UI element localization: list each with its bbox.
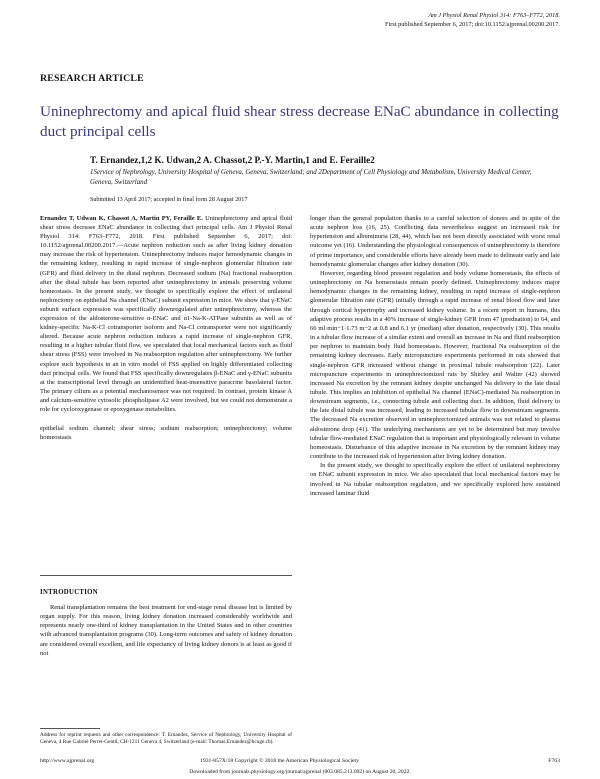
- abstract-divider: [40, 575, 292, 576]
- abstract: [40, 214, 292, 442]
- affiliations: 1Service of Nephrology, University Hospital of Geneva, Geneva, Switzerland; and 2Department of Cell Physiology and Metabolism, University Medical Center, Geneva, Switzerland: [90, 169, 532, 186]
- page-number: F763: [548, 758, 560, 764]
- submission-dates: Submitted 13 April 2017; accepted in final form 28 August 2017: [90, 197, 248, 203]
- right-column-paragraph-3: In the present study, we thought to specifically explore the effect of unilateral nephrectomy on ENaC subunit expression in mice. We also speculated that local mechanical factors may be involved in Na tubular reabsorption regulation, and we specifically explored how sustained increased laminar fluid: [310, 462, 560, 497]
- introduction-paragraph: Renal transplantation remains the best treatment for end-stage renal disease but is limited by organ supply. For this reason, living kidney donation increased considerably worldwide and represents nearly one-third of kidney transplantation in the United States and in other countries with advanced transplantation programs (30). Long-term outcomes and safety of kidney donation are considered overall excellent, and life expectancy of living kidney donors is at least as good if not: [40, 604, 292, 657]
- journal-url-link[interactable]: http://www.ajprenal.org: [40, 758, 95, 764]
- journal-citation-line: Am J Physiol Renal Physiol 314: F763–F772, 2018.: [428, 12, 560, 19]
- keywords: epithelial sodium channel; shear stress; sodium reabsorption; uninephrectomy; volume homeostasis: [40, 425, 292, 442]
- right-column: [310, 214, 560, 498]
- abstract-citation-authors: Ernandez T, Udwan K, Chassot A, Martin PY, Feraille E.: [40, 215, 203, 222]
- right-column-paragraph-2: However, regarding blood pressure regulation and body volume homeostasis, the effects of uninephrectomy on Na homeostasis remain poorly defined. Uninephrectomy induces major hemodynamic changes in the remaining kidney, resulting in rapid increase of single-nephron glomerular filtration rate (GFR) initially through a rapid increase of renal blood flow and later through cortical hypertrophy and increased kidney volume. In a recent report in humans, this adaptive process results in a 40% increase of single-kidney GFR from 47 (prednation) to 64, and 66 ml·min−1·1.73 m−2 at 0.8 and 6.1 yr (median) after donation, respectively (30). This results in a tubular flow increase of a similar extent and overall an increase in Na and fluid reabsorption per nephron to maintain body fluid homeostasis. However, fractional Na reabsorption of the remaining kidney decreases. Early micropuncture experiments performed in rats showed that single-nephron GFR increased without change in proximal tubule reabsorption (22). Later micropuncture experiments in uninephrectomized rats by Shirley and Walter (42) showed increased Na excretion by the remnant kidney despite unchanged Na delivery to the late distal tubule. This implies an inhibition of epithelial Na channel (ENaC)-mediated Na reabsorption in downstream segments, i.e., connecting tubule and collecting duct. In addition, fluid delivery to the late distal tubule was increased, leading to increased tubular flow in downstream segments. The decreased Na excretion observed in uninephrectomized animals was not related to plasma aldosterone drop (41). The underlying mechanisms are yet to be determined but may involve tubular flow-mediated ENaC regulation that is important and physiologically relevant in volume homeostasis. Disturbance of this adaptive increase in Na excretion by the remnant kidney may contribute to the increased risk of hypertension after living kidney donation.: [310, 269, 560, 461]
- correspondence-footnote: Address for reprint requests and other correspondence: T. Ernandez, Service of Nephrology, University Hospital of Geneva, 4 Rue Gabriel Perret-Gentil, CH-1211 Geneva 4, Switzerland (e-mail: Thomas.Ernandez@hcuge.ch).: [40, 732, 292, 746]
- article-title: Uninephrectomy and apical fluid shear stress decrease ENaC abundance in collecting duct principal cells: [40, 103, 559, 140]
- abstract-paragraph: [40, 214, 292, 414]
- published-doi-line: First published September 6, 2017; doi:10.1152/ajprenal.00200.2017.: [384, 20, 560, 28]
- introduction-heading: INTRODUCTION: [40, 589, 98, 596]
- copyright-line: 1931-857X/18 Copyright © 2018 the American Physiological Society: [200, 758, 359, 764]
- download-notice: Downloaded from journals.physiology.org/journal/ajprenal (003.085.213.092) on August 20, 2022.: [189, 769, 411, 775]
- section-label: RESEARCH ARTICLE: [40, 73, 144, 84]
- right-column-paragraph-1: longer than the general population thanks to a careful selection of donors and in spite of the acute nephron loss (16, 25). Conflicting data nevertheless suggest an increased risk for hypertension and albuminuria (28, 44), which has not been directly associated with worst renal outcome yet (16). Understanding the physiological consequences of uninephrectomy is therefore of prime importance, and considerable efforts have already been made to delineate early and late hemodynamic glomerular changes after kidney donation (30).: [310, 215, 560, 268]
- abstract-body: Uninephrectomy and apical fluid shear stress decrease ENaC abundance in collecting duct principal cells. Am J Physiol Renal Physiol 314: F763–F772, 2018. First published September 6, 2017; doi: 10.1152/ajprenal.00200.2017.—Acute nephron reduction such as after living kidney donation may increase the risk of hypertension. Uninephrectomy induces major hemodynamic changes in the remaining kidney, resulting in rapid increase of single-nephron glomerular filtration rate (GFR) and fluid delivery in the distal nephron. Decreased sodium (Na) fractional reabsorption after the distal tubule has been reported after uninephrectomy in animals preserving volume homeostasis. In the present study, we thought to specifically explore the effect of unilateral nephrectomy on epithelial Na channel (ENaC) subunit expression in mice. We show that γ-ENaC subunit surface expression was specifically downregulated after uninephrectomy, whereas the expression of the aldosterone-sensitive α-ENaC and α1-Na-K-ATPase subunits as well as of kidney-specific Na-K-Cl cotransporter isoform and Na-Cl cotransporter were not significantly altered. Because acute nephron reduction induces a rapid increase of single-nephron GFR, resulting in a higher tubular fluid flow, we speculated that local mechanical factors such as fluid shear stress (FSS) were involved in Na reabsorption regulation after uninephrectomy. We further explore such hypothesis in an in vitro model of FSS applied on highly differentiated collecting duct principal cells. We found that FSS specifically downregulates β-ENaC and γ-ENaC subunits at the transcriptional level through an unidentified heat-insensitive paracrine basolateral factor. The primary cilium as a potential mechanosensor was not required. In contrast, protein kinase A and calcium-sensitive cytosolic phospholipase A2 were involved, but we could not demonstrate a role for cyclooxygenase or epoxygenase metabolites.: [40, 215, 292, 413]
- author-list: T. Ernandez,1,2 K. Udwan,2 A. Chassot,2 P.-Y. Martin,1 and E. Feraille2: [90, 155, 375, 165]
- footnote-divider: [40, 728, 100, 729]
- journal-header: [385, 12, 560, 29]
